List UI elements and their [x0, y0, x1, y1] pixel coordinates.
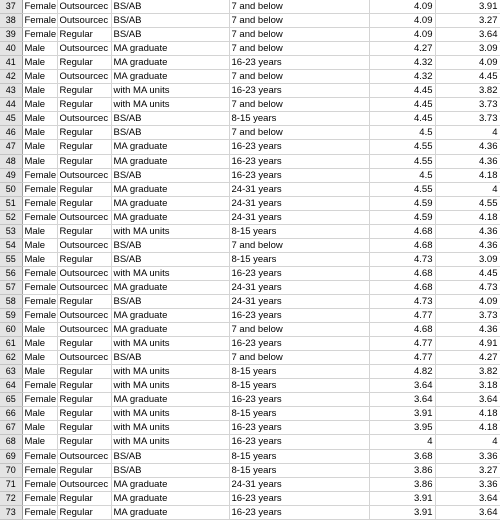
table-row	[0, 266, 500, 280]
cell-score-b[interactable]: 3.82	[435, 365, 500, 379]
cell-score-b[interactable]: 3.73	[435, 98, 500, 112]
cell-score-a[interactable]: 4.09	[369, 14, 435, 28]
cell-score-b[interactable]: 4.18	[435, 210, 500, 224]
cell-gender[interactable]: Female	[22, 449, 57, 463]
table-row	[0, 379, 500, 393]
table-row	[0, 98, 500, 112]
cell-score-b[interactable]: 4.45	[435, 70, 500, 84]
cell-score-a[interactable]: 4.68	[369, 323, 435, 337]
cell-score-b[interactable]: 4	[435, 126, 500, 140]
table-row	[0, 407, 500, 421]
cell-gender[interactable]: Male	[22, 421, 57, 435]
cell-experience[interactable]: 16-23 years	[229, 56, 369, 70]
row-header[interactable]: 52	[0, 210, 22, 224]
cell-gender[interactable]: Female	[22, 309, 57, 323]
row-header[interactable]: 66	[0, 407, 22, 421]
table-row	[0, 28, 500, 42]
cell-employment-type[interactable]: Regular	[57, 84, 111, 98]
cell-experience[interactable]: 24-31 years	[229, 280, 369, 294]
cell-score-a[interactable]: 3.68	[369, 449, 435, 463]
cell-education[interactable]: with MA units	[111, 435, 229, 449]
table-row	[0, 449, 500, 463]
cell-employment-type[interactable]: Outsourcec	[57, 449, 111, 463]
cell-score-b[interactable]: 4.27	[435, 351, 500, 365]
row-header[interactable]: 49	[0, 168, 22, 182]
cell-score-b[interactable]: 4.36	[435, 238, 500, 252]
table-row	[0, 224, 500, 238]
cell-experience[interactable]: 16-23 years	[229, 491, 369, 505]
cell-employment-type[interactable]: Regular	[57, 56, 111, 70]
cell-score-a[interactable]: 3.86	[369, 477, 435, 491]
table-row	[0, 491, 500, 505]
row-header[interactable]: 58	[0, 294, 22, 308]
cell-education[interactable]: MA graduate	[111, 154, 229, 168]
cell-employment-type[interactable]: Regular	[57, 393, 111, 407]
cell-experience[interactable]: 7 and below	[229, 70, 369, 84]
cell-education[interactable]: MA graduate	[111, 280, 229, 294]
cell-employment-type[interactable]: Outsourcec	[57, 238, 111, 252]
cell-gender[interactable]: Male	[22, 337, 57, 351]
cell-employment-type[interactable]: Outsourcec	[57, 210, 111, 224]
table-row	[0, 112, 500, 126]
cell-employment-type[interactable]: Outsourcec	[57, 323, 111, 337]
cell-employment-type[interactable]: Outsourcec	[57, 70, 111, 84]
cell-education[interactable]: BS/AB	[111, 238, 229, 252]
cell-education[interactable]: with MA units	[111, 337, 229, 351]
table-row	[0, 126, 500, 140]
cell-score-b[interactable]: 4.36	[435, 140, 500, 154]
cell-score-a[interactable]: 4.55	[369, 182, 435, 196]
cell-gender[interactable]: Female	[22, 393, 57, 407]
cell-gender[interactable]: Male	[22, 365, 57, 379]
cell-score-a[interactable]: 4.68	[369, 280, 435, 294]
cell-score-a[interactable]: 4.59	[369, 196, 435, 210]
table-row	[0, 294, 500, 308]
row-header[interactable]: 53	[0, 224, 22, 238]
cell-score-b[interactable]: 4.09	[435, 56, 500, 70]
cell-score-a[interactable]: 3.64	[369, 393, 435, 407]
cell-employment-type[interactable]: Outsourcec	[57, 309, 111, 323]
cell-score-a[interactable]: 4.55	[369, 140, 435, 154]
cell-score-a[interactable]: 4.82	[369, 365, 435, 379]
table-row	[0, 238, 500, 252]
cell-score-b[interactable]: 4.55	[435, 196, 500, 210]
cell-education[interactable]: with MA units	[111, 98, 229, 112]
cell-experience[interactable]: 8-15 years	[229, 449, 369, 463]
cell-score-a[interactable]: 4.5	[369, 168, 435, 182]
cell-experience[interactable]: 24-31 years	[229, 182, 369, 196]
table-row	[0, 393, 500, 407]
cell-education[interactable]: MA graduate	[111, 140, 229, 154]
cell-employment-type[interactable]: Regular	[57, 252, 111, 266]
cell-experience[interactable]: 16-23 years	[229, 505, 369, 519]
cell-score-a[interactable]: 4.45	[369, 84, 435, 98]
table-row	[0, 196, 500, 210]
cell-education[interactable]: BS/AB	[111, 0, 229, 14]
cell-gender[interactable]: Male	[22, 140, 57, 154]
cell-score-b[interactable]: 3.91	[435, 0, 500, 14]
cell-employment-type[interactable]: Regular	[57, 365, 111, 379]
table-row	[0, 463, 500, 477]
cell-score-a[interactable]: 4.59	[369, 210, 435, 224]
table-row	[0, 477, 500, 491]
row-header[interactable]: 72	[0, 491, 22, 505]
cell-education[interactable]: MA graduate	[111, 210, 229, 224]
table-row	[0, 210, 500, 224]
cell-score-a[interactable]: 4	[369, 435, 435, 449]
cell-education[interactable]: MA graduate	[111, 196, 229, 210]
row-header[interactable]: 42	[0, 70, 22, 84]
cell-gender[interactable]: Male	[22, 224, 57, 238]
cell-education[interactable]: BS/AB	[111, 351, 229, 365]
cell-employment-type[interactable]: Regular	[57, 126, 111, 140]
row-header[interactable]: 57	[0, 280, 22, 294]
cell-score-a[interactable]: 4.55	[369, 154, 435, 168]
row-header[interactable]: 48	[0, 154, 22, 168]
table-row	[0, 70, 500, 84]
cell-score-b[interactable]: 3.64	[435, 393, 500, 407]
cell-education[interactable]: MA graduate	[111, 70, 229, 84]
row-header[interactable]: 56	[0, 266, 22, 280]
cell-gender[interactable]: Male	[22, 407, 57, 421]
cell-score-b[interactable]: 3.27	[435, 463, 500, 477]
row-header[interactable]: 61	[0, 337, 22, 351]
cell-score-b[interactable]: 4.45	[435, 266, 500, 280]
cell-gender[interactable]: Male	[22, 98, 57, 112]
cell-experience[interactable]: 16-23 years	[229, 266, 369, 280]
row-header[interactable]: 60	[0, 323, 22, 337]
cell-score-a[interactable]: 3.91	[369, 491, 435, 505]
row-header[interactable]: 44	[0, 98, 22, 112]
cell-employment-type[interactable]: Regular	[57, 140, 111, 154]
cell-gender[interactable]: Male	[22, 154, 57, 168]
cell-gender[interactable]: Male	[22, 323, 57, 337]
cell-gender[interactable]: Male	[22, 84, 57, 98]
cell-score-a[interactable]: 4.77	[369, 309, 435, 323]
cell-experience[interactable]: 7 and below	[229, 98, 369, 112]
row-header[interactable]: 68	[0, 435, 22, 449]
cell-experience[interactable]: 7 and below	[229, 323, 369, 337]
cell-score-a[interactable]: 4.45	[369, 112, 435, 126]
cell-experience[interactable]: 8-15 years	[229, 379, 369, 393]
cell-experience[interactable]: 16-23 years	[229, 154, 369, 168]
row-header[interactable]: 47	[0, 140, 22, 154]
cell-score-b[interactable]: 3.09	[435, 42, 500, 56]
cell-score-a[interactable]: 4.73	[369, 294, 435, 308]
cell-experience[interactable]: 16-23 years	[229, 421, 369, 435]
cell-employment-type[interactable]: Outsourcec	[57, 266, 111, 280]
cell-gender[interactable]: Female	[22, 196, 57, 210]
cell-education[interactable]: MA graduate	[111, 491, 229, 505]
cell-score-a[interactable]: 4.09	[369, 28, 435, 42]
cell-score-b[interactable]: 4	[435, 435, 500, 449]
cell-score-b[interactable]: 3.36	[435, 449, 500, 463]
row-header[interactable]: 43	[0, 84, 22, 98]
cell-score-b[interactable]: 3.73	[435, 112, 500, 126]
cell-score-a[interactable]: 4.77	[369, 351, 435, 365]
cell-score-a[interactable]: 4.45	[369, 98, 435, 112]
cell-experience[interactable]: 16-23 years	[229, 168, 369, 182]
cell-gender[interactable]: Female	[22, 491, 57, 505]
cell-employment-type[interactable]: Regular	[57, 421, 111, 435]
cell-employment-type[interactable]: Regular	[57, 435, 111, 449]
row-header[interactable]: 69	[0, 449, 22, 463]
cell-experience[interactable]: 7 and below	[229, 14, 369, 28]
cell-score-b[interactable]: 4.91	[435, 337, 500, 351]
cell-employment-type[interactable]: Outsourcec	[57, 112, 111, 126]
cell-score-a[interactable]: 3.91	[369, 505, 435, 519]
cell-score-b[interactable]: 3.64	[435, 505, 500, 519]
table-row	[0, 14, 500, 28]
cell-score-a[interactable]: 4.68	[369, 224, 435, 238]
cell-education[interactable]: with MA units	[111, 379, 229, 393]
row-header[interactable]: 37	[0, 0, 22, 14]
cell-score-b[interactable]: 4.18	[435, 421, 500, 435]
cell-gender[interactable]: Female	[22, 210, 57, 224]
cell-employment-type[interactable]: Regular	[57, 407, 111, 421]
cell-score-a[interactable]: 4.68	[369, 266, 435, 280]
row-header[interactable]: 39	[0, 28, 22, 42]
table-row	[0, 309, 500, 323]
row-header[interactable]: 73	[0, 505, 22, 519]
cell-score-a[interactable]: 4.32	[369, 56, 435, 70]
cell-score-b[interactable]: 3.64	[435, 491, 500, 505]
cell-gender[interactable]: Female	[22, 182, 57, 196]
row-header[interactable]: 40	[0, 42, 22, 56]
cell-employment-type[interactable]: Regular	[57, 491, 111, 505]
cell-education[interactable]: MA graduate	[111, 182, 229, 196]
cell-experience[interactable]: 24-31 years	[229, 477, 369, 491]
cell-score-a[interactable]: 4.5	[369, 126, 435, 140]
cell-gender[interactable]: Male	[22, 56, 57, 70]
table-row	[0, 323, 500, 337]
cell-education[interactable]: BS/AB	[111, 14, 229, 28]
cell-employment-type[interactable]: Regular	[57, 463, 111, 477]
row-header[interactable]: 38	[0, 14, 22, 28]
cell-gender[interactable]: Male	[22, 70, 57, 84]
cell-score-a[interactable]: 4.32	[369, 70, 435, 84]
table-row	[0, 154, 500, 168]
cell-education[interactable]: BS/AB	[111, 463, 229, 477]
cell-score-a[interactable]: 3.91	[369, 407, 435, 421]
cell-education[interactable]: MA graduate	[111, 56, 229, 70]
row-header[interactable]: 63	[0, 365, 22, 379]
cell-score-b[interactable]: 3.09	[435, 252, 500, 266]
cell-score-a[interactable]: 4.77	[369, 337, 435, 351]
cell-gender[interactable]: Female	[22, 505, 57, 519]
cell-score-a[interactable]: 4.09	[369, 0, 435, 14]
cell-gender[interactable]: Male	[22, 351, 57, 365]
cell-experience[interactable]: 16-23 years	[229, 435, 369, 449]
cell-experience[interactable]: 24-31 years	[229, 294, 369, 308]
cell-education[interactable]: MA graduate	[111, 42, 229, 56]
row-header[interactable]: 51	[0, 196, 22, 210]
cell-score-b[interactable]: 4.36	[435, 224, 500, 238]
cell-score-b[interactable]: 4.09	[435, 294, 500, 308]
cell-score-a[interactable]: 3.95	[369, 421, 435, 435]
table-row	[0, 280, 500, 294]
cell-gender[interactable]: Female	[22, 280, 57, 294]
row-header[interactable]: 70	[0, 463, 22, 477]
cell-employment-type[interactable]: Outsourcec	[57, 42, 111, 56]
row-header[interactable]: 71	[0, 477, 22, 491]
cell-gender[interactable]: Male	[22, 42, 57, 56]
cell-experience[interactable]: 8-15 years	[229, 463, 369, 477]
table-row	[0, 421, 500, 435]
cell-education[interactable]: BS/AB	[111, 168, 229, 182]
cell-employment-type[interactable]: Regular	[57, 294, 111, 308]
cell-employment-type[interactable]: Regular	[57, 379, 111, 393]
cell-score-b[interactable]: 3.73	[435, 309, 500, 323]
table-row	[0, 0, 500, 14]
cell-experience[interactable]: 16-23 years	[229, 140, 369, 154]
cell-education[interactable]: with MA units	[111, 224, 229, 238]
cell-score-b[interactable]: 4.18	[435, 168, 500, 182]
cell-score-a[interactable]: 4.68	[369, 238, 435, 252]
cell-education[interactable]: MA graduate	[111, 323, 229, 337]
cell-experience[interactable]: 8-15 years	[229, 112, 369, 126]
row-header[interactable]: 50	[0, 182, 22, 196]
cell-experience[interactable]: 8-15 years	[229, 224, 369, 238]
cell-score-b[interactable]: 4.36	[435, 154, 500, 168]
cell-education[interactable]: with MA units	[111, 407, 229, 421]
cell-score-a[interactable]: 4.73	[369, 252, 435, 266]
cell-score-b[interactable]: 3.36	[435, 477, 500, 491]
cell-education[interactable]: with MA units	[111, 421, 229, 435]
cell-gender[interactable]: Female	[22, 0, 57, 14]
cell-gender[interactable]: Male	[22, 126, 57, 140]
cell-gender[interactable]: Female	[22, 168, 57, 182]
table-row	[0, 56, 500, 70]
cell-employment-type[interactable]: Regular	[57, 182, 111, 196]
cell-employment-type[interactable]: Outsourcec	[57, 351, 111, 365]
row-header[interactable]: 62	[0, 351, 22, 365]
cell-experience[interactable]: 24-31 years	[229, 196, 369, 210]
cell-gender[interactable]: Female	[22, 266, 57, 280]
cell-score-b[interactable]: 3.82	[435, 84, 500, 98]
row-header[interactable]: 67	[0, 421, 22, 435]
cell-experience[interactable]: 8-15 years	[229, 407, 369, 421]
cell-experience[interactable]: 7 and below	[229, 28, 369, 42]
cell-education[interactable]: MA graduate	[111, 309, 229, 323]
cell-experience[interactable]: 8-15 years	[229, 365, 369, 379]
table-row	[0, 168, 500, 182]
cell-employment-type[interactable]: Regular	[57, 505, 111, 519]
cell-score-b[interactable]: 4.36	[435, 323, 500, 337]
cell-experience[interactable]: 7 and below	[229, 42, 369, 56]
cell-education[interactable]: MA graduate	[111, 393, 229, 407]
cell-gender[interactable]: Female	[22, 477, 57, 491]
table-row	[0, 42, 500, 56]
table-row	[0, 84, 500, 98]
cell-education[interactable]: BS/AB	[111, 449, 229, 463]
row-header[interactable]: 46	[0, 126, 22, 140]
row-header[interactable]: 55	[0, 252, 22, 266]
cell-experience[interactable]: 7 and below	[229, 351, 369, 365]
cell-score-b[interactable]: 3.64	[435, 28, 500, 42]
table-row	[0, 182, 500, 196]
cell-education[interactable]: MA graduate	[111, 505, 229, 519]
cell-employment-type[interactable]: Regular	[57, 28, 111, 42]
cell-score-a[interactable]: 3.86	[369, 463, 435, 477]
cell-education[interactable]: BS/AB	[111, 112, 229, 126]
cell-gender[interactable]: Male	[22, 435, 57, 449]
cell-experience[interactable]: 16-23 years	[229, 393, 369, 407]
cell-gender[interactable]: Female	[22, 379, 57, 393]
cell-gender[interactable]: Female	[22, 28, 57, 42]
cell-experience[interactable]: 7 and below	[229, 126, 369, 140]
cell-experience[interactable]: 7 and below	[229, 0, 369, 14]
cell-education[interactable]: with MA units	[111, 266, 229, 280]
table-row	[0, 252, 500, 266]
cell-education[interactable]: with MA units	[111, 365, 229, 379]
cell-employment-type[interactable]: Regular	[57, 224, 111, 238]
row-header[interactable]: 54	[0, 238, 22, 252]
cell-education[interactable]: BS/AB	[111, 28, 229, 42]
table-row	[0, 505, 500, 519]
table-row	[0, 140, 500, 154]
cell-score-b[interactable]: 4.73	[435, 280, 500, 294]
cell-experience[interactable]: 16-23 years	[229, 309, 369, 323]
cell-gender[interactable]: Female	[22, 14, 57, 28]
table-row	[0, 351, 500, 365]
cell-gender[interactable]: Male	[22, 238, 57, 252]
cell-score-b[interactable]: 4	[435, 182, 500, 196]
table-row	[0, 435, 500, 449]
table-row	[0, 337, 500, 351]
cell-employment-type[interactable]: Regular	[57, 98, 111, 112]
cell-experience[interactable]: 16-23 years	[229, 84, 369, 98]
cell-experience[interactable]: 7 and below	[229, 238, 369, 252]
cell-employment-type[interactable]: Outsourcec	[57, 168, 111, 182]
row-header[interactable]: 41	[0, 56, 22, 70]
row-header[interactable]: 65	[0, 393, 22, 407]
cell-experience[interactable]: 24-31 years	[229, 210, 369, 224]
cell-score-b[interactable]: 3.18	[435, 379, 500, 393]
cell-education[interactable]: BS/AB	[111, 252, 229, 266]
row-header[interactable]: 45	[0, 112, 22, 126]
cell-gender[interactable]: Female	[22, 463, 57, 477]
cell-score-b[interactable]: 3.27	[435, 14, 500, 28]
cell-education[interactable]: MA graduate	[111, 477, 229, 491]
cell-score-b[interactable]: 4.18	[435, 407, 500, 421]
cell-gender[interactable]: Male	[22, 252, 57, 266]
cell-employment-type[interactable]: Outsourcec	[57, 14, 111, 28]
cell-employment-type[interactable]: Regular	[57, 337, 111, 351]
cell-score-a[interactable]: 3.64	[369, 379, 435, 393]
cell-gender[interactable]: Female	[22, 294, 57, 308]
row-header[interactable]: 59	[0, 309, 22, 323]
cell-education[interactable]: with MA units	[111, 84, 229, 98]
cell-employment-type[interactable]: Outsourcec	[57, 477, 111, 491]
row-header[interactable]: 64	[0, 379, 22, 393]
cell-employment-type[interactable]: Regular	[57, 196, 111, 210]
table-row	[0, 365, 500, 379]
cell-experience[interactable]: 16-23 years	[229, 337, 369, 351]
cell-education[interactable]: BS/AB	[111, 126, 229, 140]
cell-employment-type[interactable]: Regular	[57, 154, 111, 168]
cell-employment-type[interactable]: Outsourcec	[57, 0, 111, 14]
cell-employment-type[interactable]: Outsourcec	[57, 280, 111, 294]
cell-score-a[interactable]: 4.27	[369, 42, 435, 56]
cell-experience[interactable]: 8-15 years	[229, 252, 369, 266]
cell-education[interactable]: BS/AB	[111, 294, 229, 308]
cell-gender[interactable]: Male	[22, 112, 57, 126]
